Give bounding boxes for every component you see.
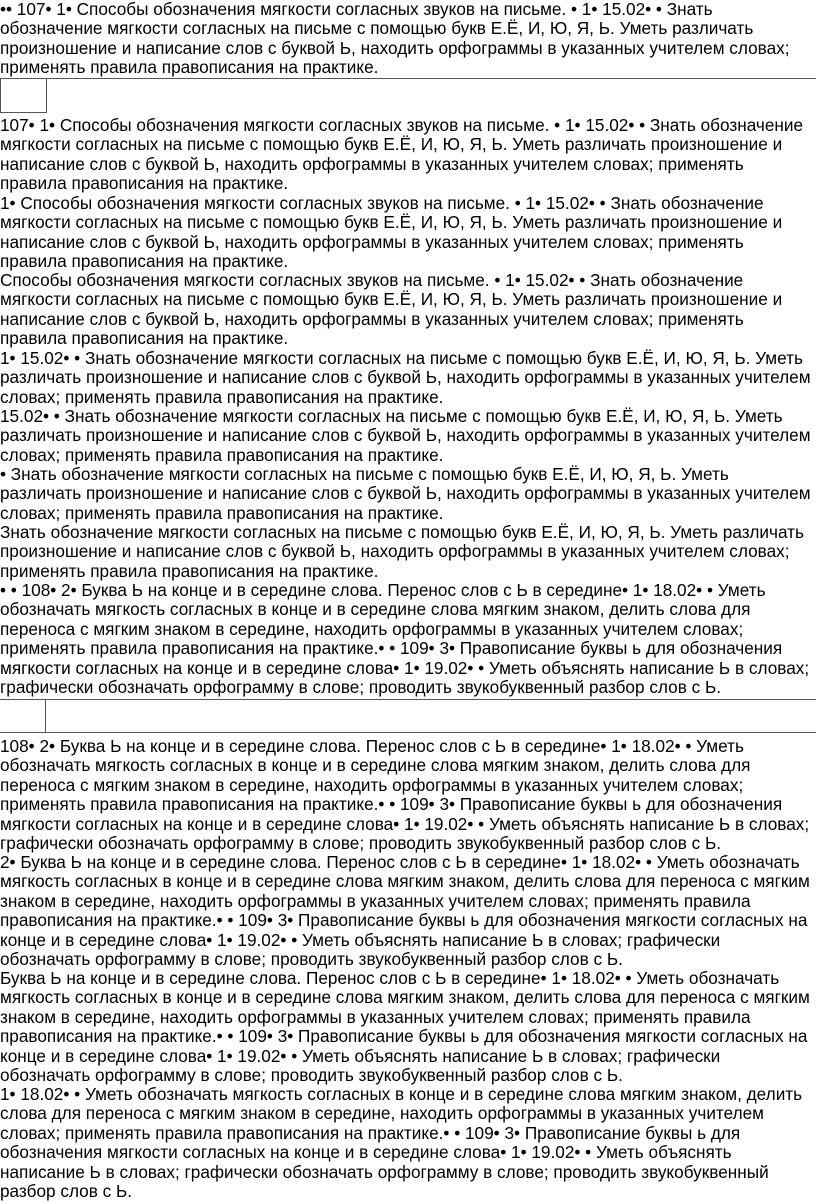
paragraph: 1• 15.02• • Знать обозначение мягкости согласных на письме с помощью букв Е.Ё, И, Ю, Я, Ь. Уметь различать произношение и написание слов с буквой Ь, находить орфограммы в указанных учителем словах; применять правила правописания на практике. xyxy=(0,348,811,407)
paragraph: Способы обозначения мягкости согласных звуков на письме. • 1• 15.02• • Знать обозначение мягкости согласных на письме с помощью букв Е.Ё, И, Ю, Я, Ь. Уметь различать произношение и написание слов с буквой Ь, находить орфограммы в указанных учителем словах; применять правила правописания на практике. xyxy=(0,270,783,349)
paragraph: Буква Ь на конце и в середине слова. Перенос слов с Ь в середине• 1• 18.02• • Уметь обозначать мягкость согласных в конце и в середине слова мягким знаком, делить слова для переноса с мягким знаком в середине, находить орфограммы в указанных учителем словах; применять правила правописания на практике.• • 109• 3• Правописание буквы ь для обозначения мягкости согласных на конце и в середине слова• 1• 19.02• • Уметь объяснять написание Ь в словах; графически обозначать орфограмму в слове; проводить звукобуквенный разбор слов с Ь. xyxy=(0,968,810,1086)
paragraph: 1• Способы обозначения мягкости согласных звуков на письме. • 1• 15.02• • Знать обозначение мягкости согласных на письме с помощью букв Е.Ё, И, Ю, Я, Ь. Уметь различать произношение и написание слов с буквой Ь, находить орфограммы в указанных учителем словах; применять правила правописания на практике. xyxy=(0,193,783,272)
empty-table-cell xyxy=(0,78,47,113)
table-border-line xyxy=(45,699,46,732)
paragraph: 107• 1• Способы обозначения мягкости согласных звуков на письме. • 1• 15.02• • Знать обозначение мягкости согласных на письме с помощью букв Е.Ё, И, Ю, Я, Ь. Уметь различать произношение и написание слов с буквой Ь, находить орфограммы в указанных учителем словах; применять правила правописания на практике. xyxy=(0,115,804,194)
paragraph: • • 108• 2• Буква Ь на конце и в середине слова. Перенос слов с Ь в середине• 1• 18.02• • Уметь обозначать мягкость согласных в конце и в середине слова мягким знаком, делить слова для переноса с мягким знаком в середине, находить орфограммы в указанных учителем словах; применять правила правописания на практике.• • 109• 3• Правописание буквы ь для обозначения мягкости согласных на конце и в середине слова• 1• 19.02• • Уметь объяснять написание Ь в словах; графически обозначать орфограмму в слове; проводить звукобуквенный разбор слов с Ь. xyxy=(0,580,810,698)
paragraph: Знать обозначение мягкости согласных на письме с помощью букв Е.Ё, И, Ю, Я, Ь. Уметь различать произношение и написание слов с буквой Ь, находить орфограммы в указанных учителем словах; применять правила правописания на практике. xyxy=(0,522,804,581)
paragraph: 1• 18.02• • Уметь обозначать мягкость согласных в конце и в середине слова мягким знаком, делить слова для переноса с мягким знаком в середине, находить орфограммы в указанных учителем словах; применять правила правописания на практике.• • 109• 3• Правописание буквы ь для обозначения мягкости согласных на конце и в середине слова• 1• 19.02• • Уметь объяснять написание Ь в словах; графически обозначать орфограмму в слове; проводить звукобуквенный разбор слов с Ь. xyxy=(0,1084,803,1202)
table-border-line xyxy=(0,78,816,79)
table-border-line xyxy=(0,699,816,700)
paragraph: • Знать обозначение мягкости согласных на письме с помощью букв Е.Ё, И, Ю, Я, Ь. Уметь различать произношение и написание слов с буквой Ь, находить орфограммы в указанных учителем словах; применять правила правописания на практике. xyxy=(0,464,811,523)
paragraph: •• 107• 1• Способы обозначения мягкости согласных звуков на письме. • 1• 15.02• • Знать обозначение мягкости согласных на письме с помощью букв Е.Ё, И, Ю, Я, Ь. Уметь различать произношение и написание слов с буквой Ь, находить орфограммы в указанных учителем словах; применять правила правописания на практике. xyxy=(0,0,790,78)
paragraph: 2• Буква Ь на конце и в середине слова. Перенос слов с Ь в середине• 1• 18.02• • Уметь обозначать мягкость согласных в конце и в середине слова мягким знаком, делить слова для переноса с мягким знаком в середине, находить орфограммы в указанных учителем словах; применять правила правописания на практике.• • 109• 3• Правописание буквы ь для обозначения мягкости согласных на конце и в середине слова• 1• 19.02• • Уметь объяснять написание Ь в словах; графически обозначать орфограмму в слове; проводить звукобуквенный разбор слов с Ь. xyxy=(0,852,810,970)
table-border-line xyxy=(0,732,816,733)
paragraph: 108• 2• Буква Ь на конце и в середине слова. Перенос слов с Ь в середине• 1• 18.02• • Уметь обозначать мягкость согласных в конце и в середине слова мягким знаком, делить слова для переноса с мягким знаком в середине, находить орфограммы в указанных учителем словах; применять правила правописания на практике.• • 109• 3• Правописание буквы ь для обозначения мягкости согласных на конце и в середине слова• 1• 19.02• • Уметь объяснять написание Ь в словах; графически обозначать орфограмму в слове; проводить звукобуквенный разбор слов с Ь. xyxy=(0,736,810,854)
paragraph: 15.02• • Знать обозначение мягкости согласных на письме с помощью букв Е.Ё, И, Ю, Я, Ь. Уметь различать произношение и написание слов с буквой Ь, находить орфограммы в указанных учителем словах; применять правила правописания на практике. xyxy=(0,406,811,465)
